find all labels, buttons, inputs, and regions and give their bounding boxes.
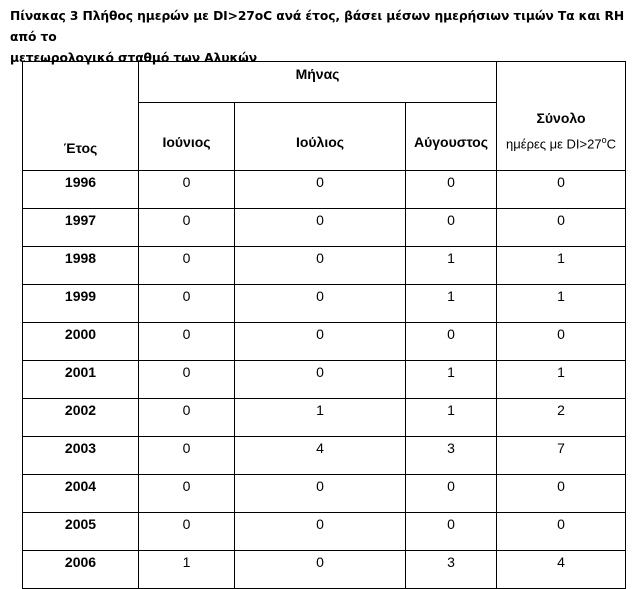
cell-year: 2001 [23, 361, 139, 399]
cell-june: 0 [139, 171, 235, 209]
days-table [22, 61, 626, 589]
caption-line-2: μετεωρολογικό σταθμό των Αλυκών [10, 51, 257, 65]
cell-june: 0 [139, 437, 235, 475]
cell-august: 0 [406, 209, 497, 247]
table-row [23, 437, 626, 475]
cell-july: 0 [235, 171, 406, 209]
cell-year: 2004 [23, 475, 139, 513]
header-row-1 [23, 62, 626, 103]
table-row [23, 475, 626, 513]
cell-total: 1 [497, 361, 626, 399]
cell-year: 1998 [23, 247, 139, 285]
header-june: Ιούνιος [139, 103, 235, 171]
cell-year: 1997 [23, 209, 139, 247]
table-row [23, 361, 626, 399]
cell-august: 1 [406, 361, 497, 399]
cell-july: 0 [235, 323, 406, 361]
cell-total: 7 [497, 437, 626, 475]
table-row [23, 323, 626, 361]
header-total-sub-text: ημέρες με DI>27 [506, 136, 602, 152]
cell-june: 0 [139, 209, 235, 247]
header-month-group: Μήνας [139, 62, 497, 103]
header-total-unit: C [606, 136, 616, 152]
table-row [23, 247, 626, 285]
cell-total: 4 [497, 551, 626, 589]
cell-year: 2006 [23, 551, 139, 589]
header-year: Έτος [23, 62, 139, 171]
cell-total: 0 [497, 209, 626, 247]
cell-july: 0 [235, 551, 406, 589]
table-row [23, 171, 626, 209]
cell-august: 1 [406, 285, 497, 323]
cell-total: 1 [497, 247, 626, 285]
cell-june: 0 [139, 285, 235, 323]
cell-july: 0 [235, 475, 406, 513]
header-total-sup: o [601, 134, 607, 145]
cell-june: 0 [139, 323, 235, 361]
cell-august: 0 [406, 513, 497, 551]
cell-july: 0 [235, 209, 406, 247]
table-row [23, 209, 626, 247]
cell-august: 1 [406, 399, 497, 437]
cell-august: 3 [406, 437, 497, 475]
cell-july: 0 [235, 361, 406, 399]
cell-august: 1 [406, 247, 497, 285]
cell-total: 2 [497, 399, 626, 437]
cell-june: 0 [139, 399, 235, 437]
cell-july: 1 [235, 399, 406, 437]
cell-june: 1 [139, 551, 235, 589]
header-july: Ιούλιος [235, 103, 406, 171]
cell-year: 1996 [23, 171, 139, 209]
caption-line-1: Πίνακας 3 Πλήθος ημερών με DI>27oC ανά έτος, βάσει μέσων ημερήσιων τιμών Τα και RH από το [10, 9, 625, 44]
cell-total: 0 [497, 513, 626, 551]
table-row [23, 513, 626, 551]
header-august: Αύγουστος [406, 103, 497, 171]
cell-august: 0 [406, 475, 497, 513]
header-total-sub [497, 129, 625, 155]
cell-june: 0 [139, 247, 235, 285]
cell-july: 0 [235, 513, 406, 551]
cell-july: 4 [235, 437, 406, 475]
cell-year: 1999 [23, 285, 139, 323]
cell-august: 3 [406, 551, 497, 589]
cell-total: 1 [497, 285, 626, 323]
cell-june: 0 [139, 475, 235, 513]
cell-year: 2005 [23, 513, 139, 551]
table-row [23, 285, 626, 323]
cell-august: 0 [406, 323, 497, 361]
table-caption [10, 6, 635, 69]
cell-august: 0 [406, 171, 497, 209]
cell-june: 0 [139, 361, 235, 399]
cell-total: 0 [497, 171, 626, 209]
cell-total: 0 [497, 475, 626, 513]
cell-july: 0 [235, 247, 406, 285]
cell-year: 2002 [23, 399, 139, 437]
header-total-title: Σύνολο [536, 109, 586, 126]
header-total [497, 62, 626, 171]
cell-year: 2003 [23, 437, 139, 475]
table-row [23, 399, 626, 437]
cell-year: 2000 [23, 323, 139, 361]
cell-june: 0 [139, 513, 235, 551]
table-row [23, 551, 626, 589]
cell-total: 0 [497, 323, 626, 361]
cell-july: 0 [235, 285, 406, 323]
